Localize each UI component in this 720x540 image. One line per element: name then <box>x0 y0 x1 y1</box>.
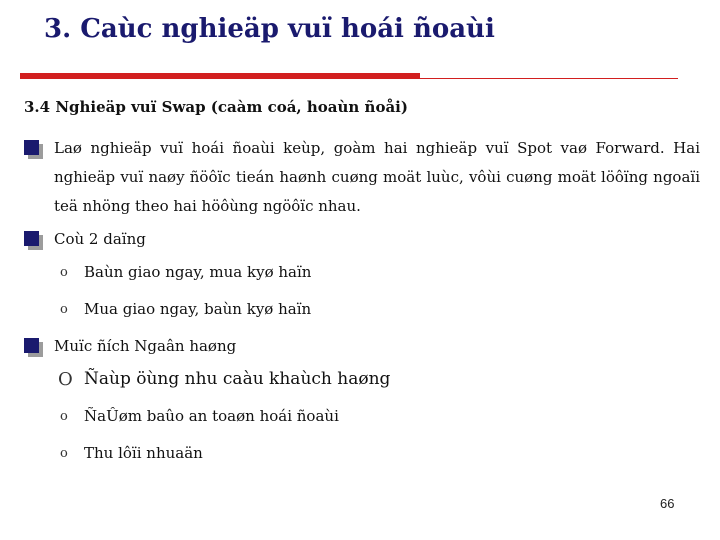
sub-bullet-text: Mua giao ngay, baùn kyø haïn <box>84 300 312 318</box>
title-accent-line <box>420 78 678 79</box>
circle-bullet-icon: o <box>60 302 68 317</box>
square-bullet-icon <box>24 231 39 246</box>
square-bullet-icon <box>24 338 39 353</box>
sub-bullet-item <box>24 258 700 287</box>
square-bullet-icon <box>24 140 39 155</box>
sub-bullet-text: ÑaÛøm baûo an toaøn hoái ñoaùi <box>84 407 339 425</box>
page-number: 66 <box>660 496 675 511</box>
bullet-item-purpose <box>24 332 700 361</box>
bullet-text: Laø nghieäp vuï hoái ñoaùi keùp, goàm hai nghieäp vuï Spot vaø Forward. Hai nghieäp vuï naøy ñöôïc tieán haønh cuøng moät luùc, vôùi cuøng moät löôïng ngoaïi teä nhöng theo hai höôùng ngöôïc nhau. <box>54 139 700 215</box>
circle-bullet-icon: O <box>58 369 73 390</box>
sub-bullet-text: Thu lôïi nhuaän <box>84 444 203 462</box>
slide-content <box>24 134 700 476</box>
sub-bullet-text: Baùn giao ngay, mua kyø haïn <box>84 263 312 281</box>
slide-title: 3. Caùc nghieäp vuï hoái ñoaùi <box>44 14 495 44</box>
section-heading: 3.4 Nghieäp vuï Swap (caàm coá, hoaùn ñoåi) <box>24 98 408 116</box>
circle-bullet-icon: o <box>60 446 68 461</box>
bullet-item-definition <box>24 134 700 221</box>
title-accent-bar <box>20 73 420 79</box>
sub-bullet-item <box>24 402 700 431</box>
circle-bullet-icon: o <box>60 409 68 424</box>
circle-bullet-icon: o <box>60 265 68 280</box>
bullet-item-forms <box>24 225 700 254</box>
sub-bullet-text: Ñaùp öùng nhu caàu khaùch haøng <box>84 369 391 389</box>
bullet-text: Coù 2 daïng <box>54 230 146 248</box>
bullet-text: Muïc ñích Ngaân haøng <box>54 337 237 355</box>
sub-bullet-item <box>24 439 700 468</box>
sub-bullet-item <box>24 295 700 324</box>
sub-bullet-item <box>24 365 700 394</box>
